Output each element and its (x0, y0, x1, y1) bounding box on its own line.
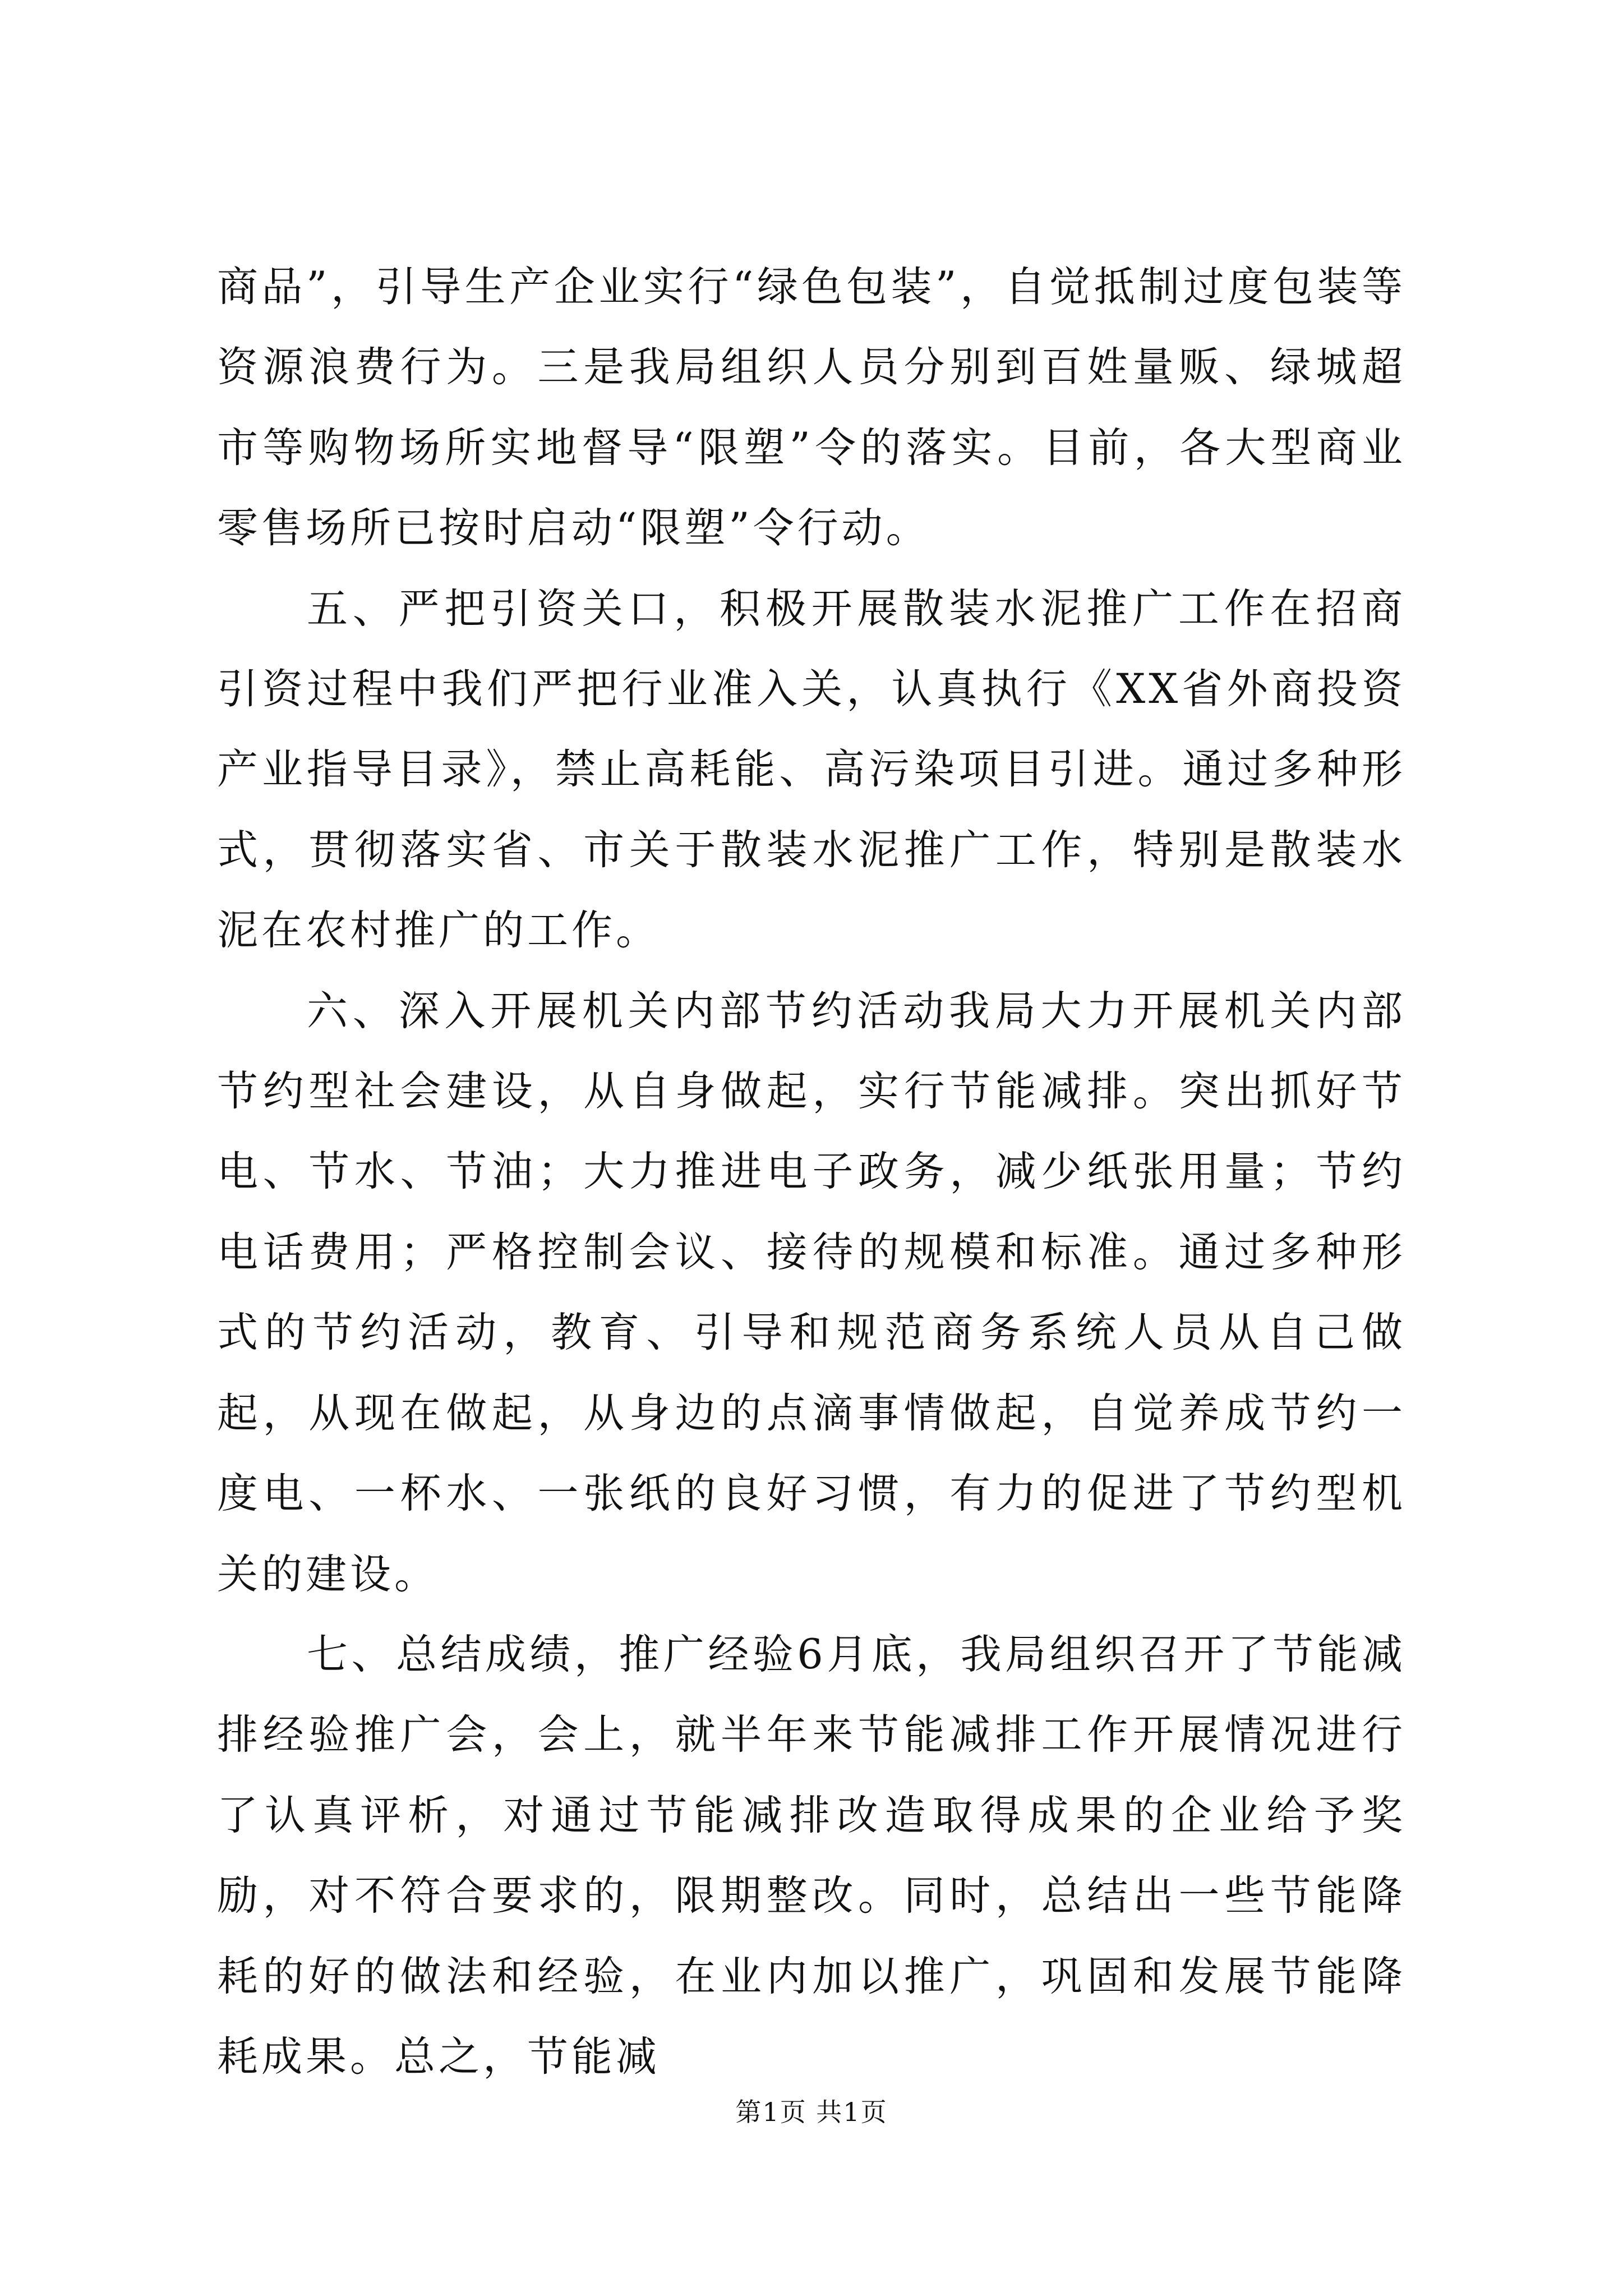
document-body (217, 247, 1406, 2097)
page-number-footer: 第1页 共1页 (735, 2097, 888, 2127)
paragraph-section-7: 七、总结成绩，推广经验6月底，我局组织召开了节能减排经验推广会，会上，就半年来节能减排工作开展情况进行了认真评析，对通过节能减排改造取得成果的企业给予奖励，对不符合要求的，限期整改。同时，总结出一些节能降耗的好的做法和经验，在业内加以推广，巩固和发展节能降耗成果。总之，节能减 (217, 1630, 1406, 2081)
paragraph-section-5: 五、严把引资关口，积极开展散装水泥推广工作在招商引资过程中我们严把行业准入关，认真执行《XX省外商投资产业指导目录》，禁止高耗能、高污染项目引进。通过多种形式，贯彻落实省、市关于散装水泥推广工作，特别是散装水泥在农村推广的工作。 (217, 585, 1406, 955)
paragraph-section-6: 六、深入开展机关内部节约活动我局大力开展机关内部节约型社会建设，从自身做起，实行节能减排。突出抓好节电、节水、节油；大力推进电子政务，减少纸张用量；节约电话费用；严格控制会议、接待的规模和标准。通过多种形式的节约活动，教育、引导和规范商务系统人员从自己做起，从现在做起，从身边的点滴事情做起，自觉养成节约一度电、一杯水、一张纸的良好习惯，有力的促进了节约型机关的建设。 (217, 987, 1406, 1598)
paragraph-continuation: 商品”，引导生产企业实行“绿色包装”，自觉抵制过度包装等资源浪费行为。三是我局组织人员分别到百姓量贩、绿城超市等购物场所实地督导“限塑”令的落实。目前，各大型商业零售场所已按时启动“限塑”令行动。 (217, 263, 1406, 553)
